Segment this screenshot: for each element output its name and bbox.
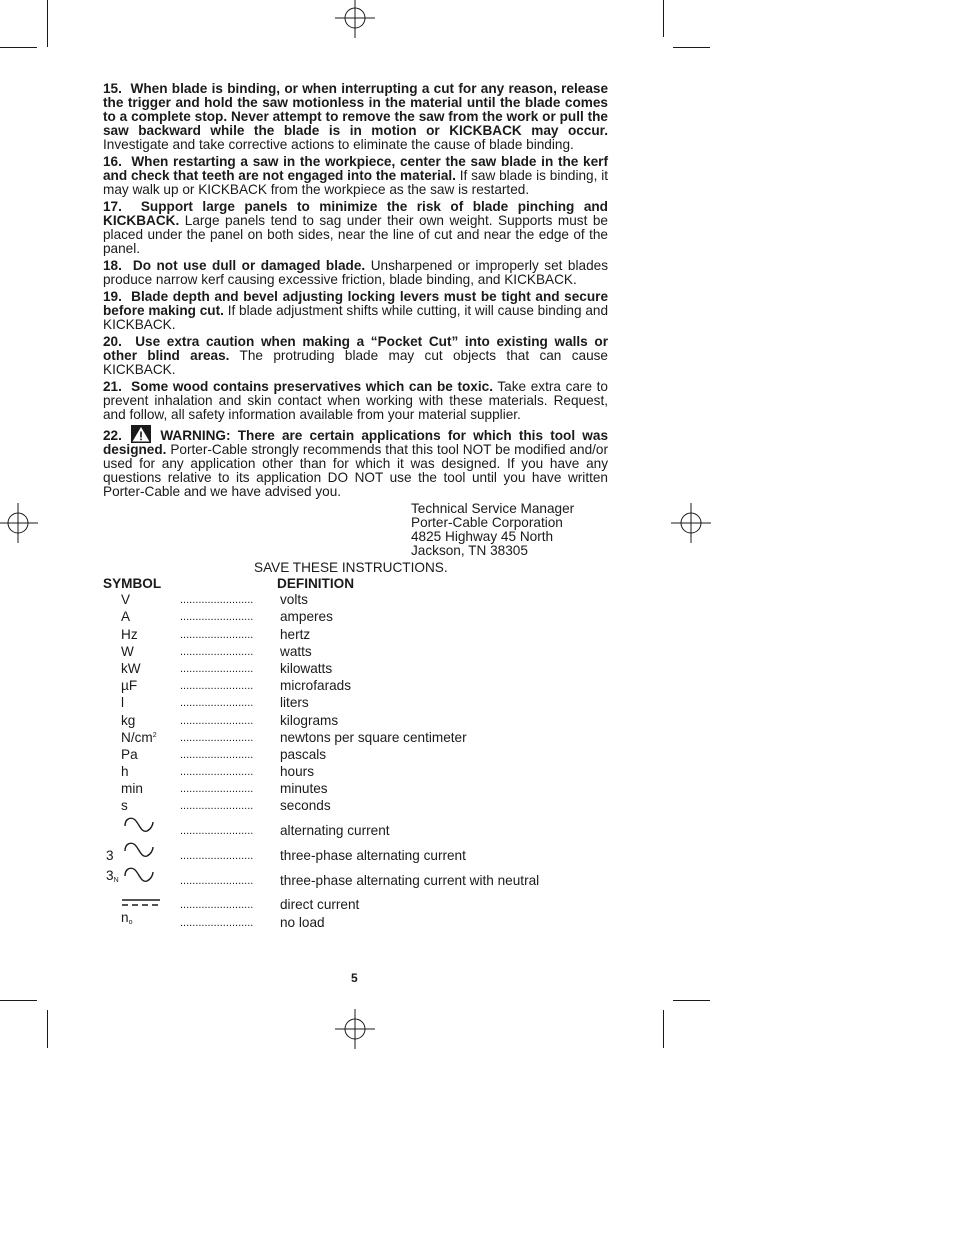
- symbol-table: [103, 592, 608, 932]
- instruction-20: 20. Use extra caution when making a “Pocket Cut” into existing walls or other blind areas. The protruding blade may cut objects that can cause KICKBACK.: [103, 334, 608, 377]
- crop-mark: [47, 0, 48, 47]
- symbol-row: W ........................ watts: [121, 643, 312, 659]
- symbol-row: l ........................ liters: [121, 695, 309, 711]
- symbol-table-header: [103, 575, 608, 592]
- symbol-row: µF ........................ microfarads: [121, 678, 352, 694]
- alternating-current-icon: [122, 840, 156, 862]
- warning-triangle-icon: [131, 425, 151, 443]
- alternating-current-icon: [122, 815, 156, 837]
- address-line: Porter-Cable Corporation: [411, 515, 563, 530]
- address-line: 4825 Highway 45 North: [411, 529, 554, 544]
- crop-mark: [0, 1000, 37, 1001]
- crop-mark: [0, 47, 37, 48]
- safety-instructions: [103, 82, 608, 932]
- alternating-current-icon: [122, 865, 156, 887]
- crop-mark: [663, 1010, 664, 1048]
- symbol-row: Pa ........................ pascals: [121, 746, 327, 762]
- manufacturer-address: [411, 502, 608, 558]
- registration-mark-icon: [335, 1009, 375, 1049]
- address-line: Technical Service Manager: [411, 501, 575, 516]
- instruction-16: 16. When restarting a saw in the workpiece, center the saw blade in the kerf and check that teeth are not engaged into the material. If saw blade is binding, it may walk up or KICKBACK from the workpiece as the saw is restarted.: [103, 154, 608, 197]
- crop-mark: [47, 1010, 48, 1048]
- registration-mark-icon: [671, 503, 711, 543]
- symbol-row: $3_N$ ........................ three-phase alternating current with neutral: [103, 865, 608, 890]
- symbol-row: V ........................ volts: [121, 592, 308, 608]
- symbol-column-header: SYMBOL: [103, 576, 162, 591]
- crop-mark: [673, 47, 710, 48]
- symbol-row: kW ........................ kilowatts: [121, 660, 333, 676]
- page-number: 5: [351, 971, 358, 985]
- instruction-18: 18. Do not use dull or damaged blade. Unsharpened or improperly set blades produce narrow kerf causing excessive friction, blade binding, and KICKBACK.: [103, 258, 608, 287]
- symbol-row: kg ........................ kilograms: [121, 712, 339, 728]
- crop-mark: [673, 1000, 710, 1001]
- definition-column-header: DEFINITION: [277, 576, 355, 591]
- registration-mark-icon: [335, 0, 375, 38]
- symbol-row: ........................ direct current: [103, 890, 608, 914]
- instruction-15: 15. When blade is binding, or when interrupting a cut for any reason, release the trigger and hold the saw motionless in the material until the blade comes to a complete stop. Never attempt to remove the saw from the work or pull the saw backward while the blade is in motion or KICKBACK may occur. Investigate and take corrective actions to eliminate the cause of blade binding.: [103, 81, 609, 152]
- symbol-row: h ........................ hours: [121, 764, 315, 780]
- symbol-row: s ........................ seconds: [121, 798, 331, 814]
- symbol-row: A ........................ amperes: [121, 609, 333, 625]
- instruction-22-warning: 22. WARNING: There are certain applications for which this tool was designed. Porter-Cable strongly recommends that this tool NOT be modified and/or used for any application other than for which it was designed. If you have any questions relative to its application DO NOT use the tool until you have written Porter-Cable and we have advised you.: [103, 425, 608, 499]
- direct-current-icon: [122, 898, 162, 908]
- instruction-21: 21. Some wood contains preservatives which can be toxic. Take extra care to prevent inhalation and skin contact when working with these materials. Request, and follow, all safety information available from your material supplier.: [103, 379, 608, 422]
- instruction-17: 17. Support large panels to minimize the risk of blade pinching and KICKBACK. Large panels tend to sag under their own weight. Supports must be placed under the panel on both sides, near the line of cut and near the edge of the panel.: [103, 199, 608, 256]
- crop-mark: [663, 0, 664, 37]
- address-line: Jackson, TN 38305: [411, 543, 528, 558]
- save-instructions-heading: SAVE THESE INSTRUCTIONS.: [254, 560, 448, 575]
- symbol-row: min ........................ minutes: [121, 781, 328, 797]
- symbol-row: 3 ........................ three-phase alternating current: [103, 840, 608, 865]
- symbol-row: $n_o$ ........................ no load: [121, 909, 325, 930]
- registration-mark-icon: [0, 503, 38, 543]
- instruction-19: 19. Blade depth and bevel adjusting locking levers must be tight and secure before making cut. If blade adjustment shifts while cutting, it will cause binding and KICKBACK.: [103, 289, 609, 332]
- symbol-row: Hz ........................ hertz: [121, 626, 311, 642]
- symbol-row: ........................ alternating current: [103, 815, 608, 840]
- symbol-row: $N/cm^2$ ........................ newtons per square centimeter: [121, 729, 467, 745]
